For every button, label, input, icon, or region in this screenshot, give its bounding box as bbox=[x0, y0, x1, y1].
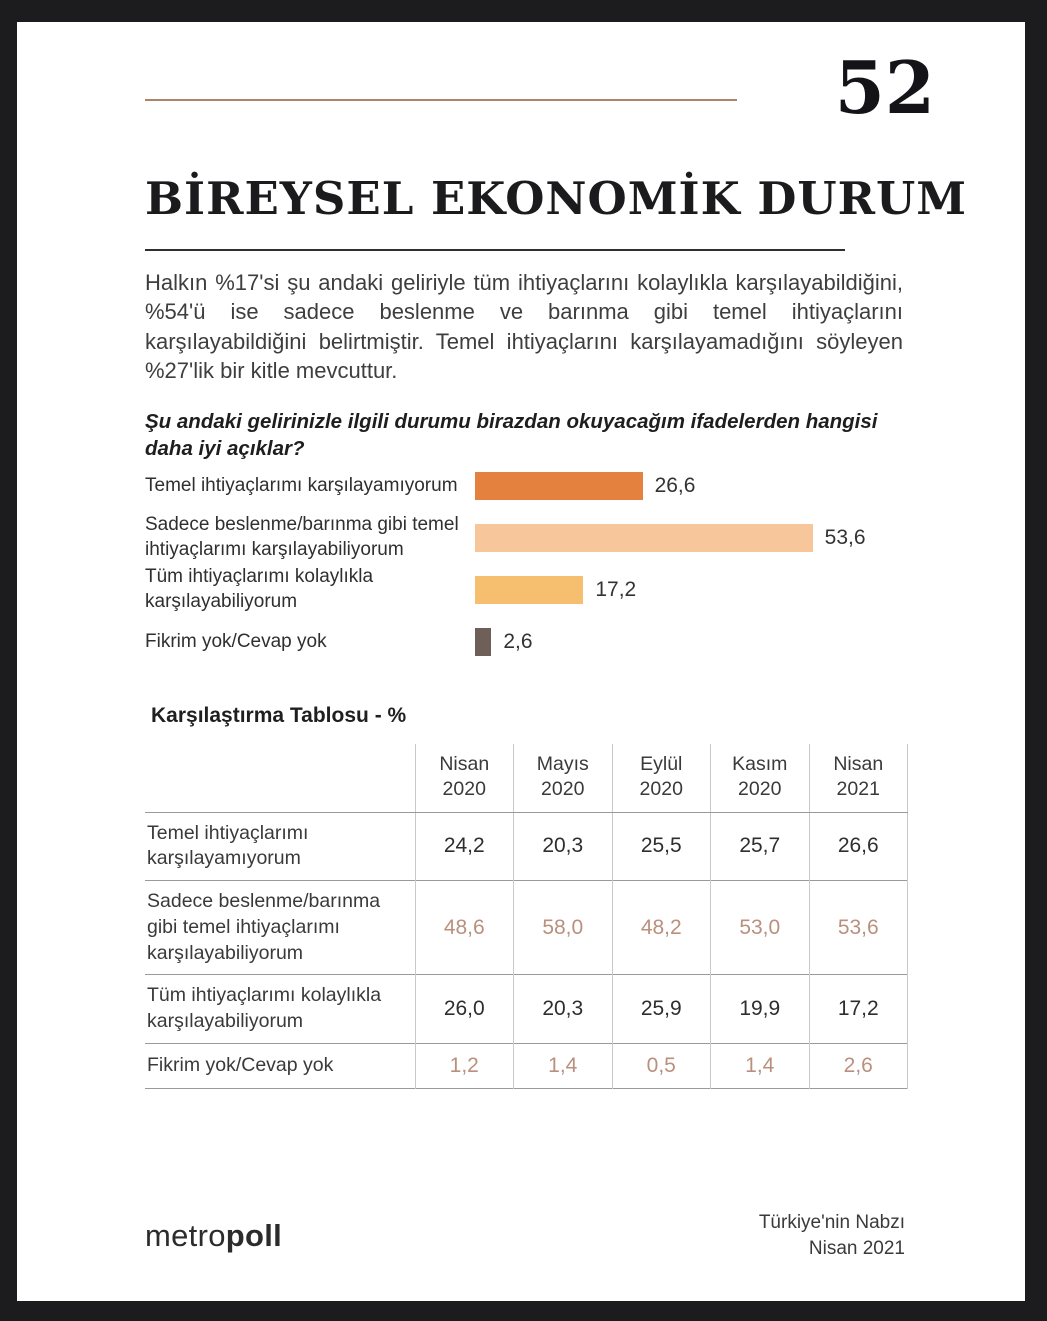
report-page bbox=[17, 22, 1025, 1301]
table-header-row bbox=[145, 744, 908, 812]
chart-category-label: Tüm ihtiyaçlarımı kolaylıkla karşılayabiliyorum bbox=[145, 566, 374, 612]
table-value-cell: 1,4 bbox=[711, 1043, 810, 1088]
table-row-label: Temel ihtiyaçlarımı karşılayamıyorum bbox=[147, 821, 309, 870]
table-row bbox=[145, 1043, 908, 1088]
table-row-label: Fikrim yok/Cevap yok bbox=[147, 1053, 334, 1076]
table-value-cell: 53,0 bbox=[711, 881, 810, 975]
column-header-year: 2020 bbox=[738, 778, 782, 801]
brand-text-light: metro bbox=[145, 1217, 226, 1253]
comparison-table-heading: Karşılaştırma Tablosu - % bbox=[151, 704, 407, 727]
column-header-month: Nisan bbox=[833, 753, 884, 775]
table-value-cell: 25,5 bbox=[612, 812, 711, 880]
column-header-year: 2020 bbox=[541, 778, 585, 801]
table-column-header bbox=[514, 744, 613, 812]
chart-bar bbox=[475, 472, 643, 500]
table-column-header bbox=[612, 744, 711, 812]
chart-value-label: 17,2 bbox=[595, 578, 637, 601]
brand-text-bold: poll bbox=[225, 1217, 283, 1253]
table-value-cell: 48,2 bbox=[612, 881, 711, 975]
intro-paragraph: Halkın %17'si şu andaki geliriyle tüm ihtiyaçlarını kolaylıkla karşılayabildiğini, %54'ü ise sadece beslenme ve barınma gibi temel ihtiyaçlarını karşılayabildiğini belirtmiştir. Temel ihtiyaçlarını karşılayamadığını söyleyen %27'lik bir kitle mevcuttur. bbox=[145, 270, 903, 383]
bar-chart bbox=[145, 460, 911, 668]
chart-bar bbox=[475, 628, 491, 656]
chart-bar bbox=[475, 524, 813, 552]
table-value-cell: 20,3 bbox=[514, 812, 613, 880]
table-corner-cell bbox=[145, 744, 415, 812]
footer-publication-block bbox=[759, 1210, 905, 1261]
table-column-header bbox=[809, 744, 908, 812]
table-row bbox=[145, 881, 908, 975]
column-header-month: Eylül bbox=[640, 753, 683, 775]
chart-row bbox=[145, 616, 911, 668]
table-column-header bbox=[415, 744, 514, 812]
table-value-cell: 25,9 bbox=[612, 975, 711, 1043]
table-column-header bbox=[711, 744, 810, 812]
chart-bar bbox=[475, 576, 583, 604]
table-value-cell: 58,0 bbox=[514, 881, 613, 975]
publication-edition: Nisan 2021 bbox=[808, 1237, 905, 1259]
column-header-year: 2021 bbox=[836, 778, 880, 801]
table-value-cell: 24,2 bbox=[415, 812, 514, 880]
table-row-label: Sadece beslenme/barınma gibi temel ihtiyaçlarımı karşılayabiliyorum bbox=[147, 890, 381, 964]
chart-bar-area bbox=[475, 576, 911, 604]
table-value-cell: 25,7 bbox=[711, 812, 810, 880]
table-row-label: Tüm ihtiyaçlarımı kolaylıkla karşılayabiliyorum bbox=[147, 984, 382, 1033]
table-row bbox=[145, 812, 908, 880]
table-value-cell: 26,6 bbox=[809, 812, 908, 880]
table-value-cell: 19,9 bbox=[711, 975, 810, 1043]
metropoll-logo bbox=[145, 1218, 282, 1254]
chart-category-label: Sadece beslenme/barınma gibi temel ihtiyaçlarımı karşılayabiliyorum bbox=[145, 514, 459, 560]
table-value-cell: 0,5 bbox=[612, 1043, 711, 1088]
chart-row bbox=[145, 564, 911, 616]
comparison-table bbox=[145, 744, 908, 1089]
column-header-month: Nisan bbox=[439, 753, 490, 775]
page-footer bbox=[145, 1210, 905, 1261]
survey-question: Şu andaki gelirinizle ilgili durumu birazdan okuyacağım ifadelerden hangisi daha iyi açıklar? bbox=[145, 410, 878, 461]
chart-value-label: 53,6 bbox=[824, 526, 866, 549]
table-row bbox=[145, 975, 908, 1043]
table-value-cell: 1,2 bbox=[415, 1043, 514, 1088]
chart-row bbox=[145, 512, 911, 564]
chart-category-label: Fikrim yok/Cevap yok bbox=[145, 630, 327, 652]
table-value-cell: 53,6 bbox=[809, 881, 908, 975]
chart-bar-area bbox=[475, 524, 911, 552]
table-value-cell: 26,0 bbox=[415, 975, 514, 1043]
table-value-cell: 48,6 bbox=[415, 881, 514, 975]
publication-name: Türkiye'nin Nabzı bbox=[758, 1212, 905, 1233]
table-value-cell: 2,6 bbox=[809, 1043, 908, 1088]
column-header-month: Kasım bbox=[732, 753, 788, 775]
table-value-cell: 1,4 bbox=[514, 1043, 613, 1088]
title-underline-rule bbox=[145, 249, 845, 251]
chart-bar-area bbox=[475, 628, 911, 656]
header-accent-rule bbox=[145, 99, 737, 101]
table-value-cell: 20,3 bbox=[514, 975, 613, 1043]
chart-category-label: Temel ihtiyaçlarımı karşılayamıyorum bbox=[145, 474, 458, 496]
column-header-year: 2020 bbox=[442, 778, 486, 801]
column-header-year: 2020 bbox=[639, 778, 683, 801]
chart-value-label: 26,6 bbox=[654, 474, 696, 497]
chart-bar-area bbox=[475, 472, 911, 500]
chart-row bbox=[145, 460, 911, 512]
page-title: BİREYSEL EKONOMİK DURUM bbox=[145, 172, 968, 225]
chart-value-label: 2,6 bbox=[503, 630, 533, 653]
page-number: 52 bbox=[834, 45, 935, 130]
table-value-cell: 17,2 bbox=[809, 975, 908, 1043]
column-header-month: Mayıs bbox=[536, 753, 589, 775]
